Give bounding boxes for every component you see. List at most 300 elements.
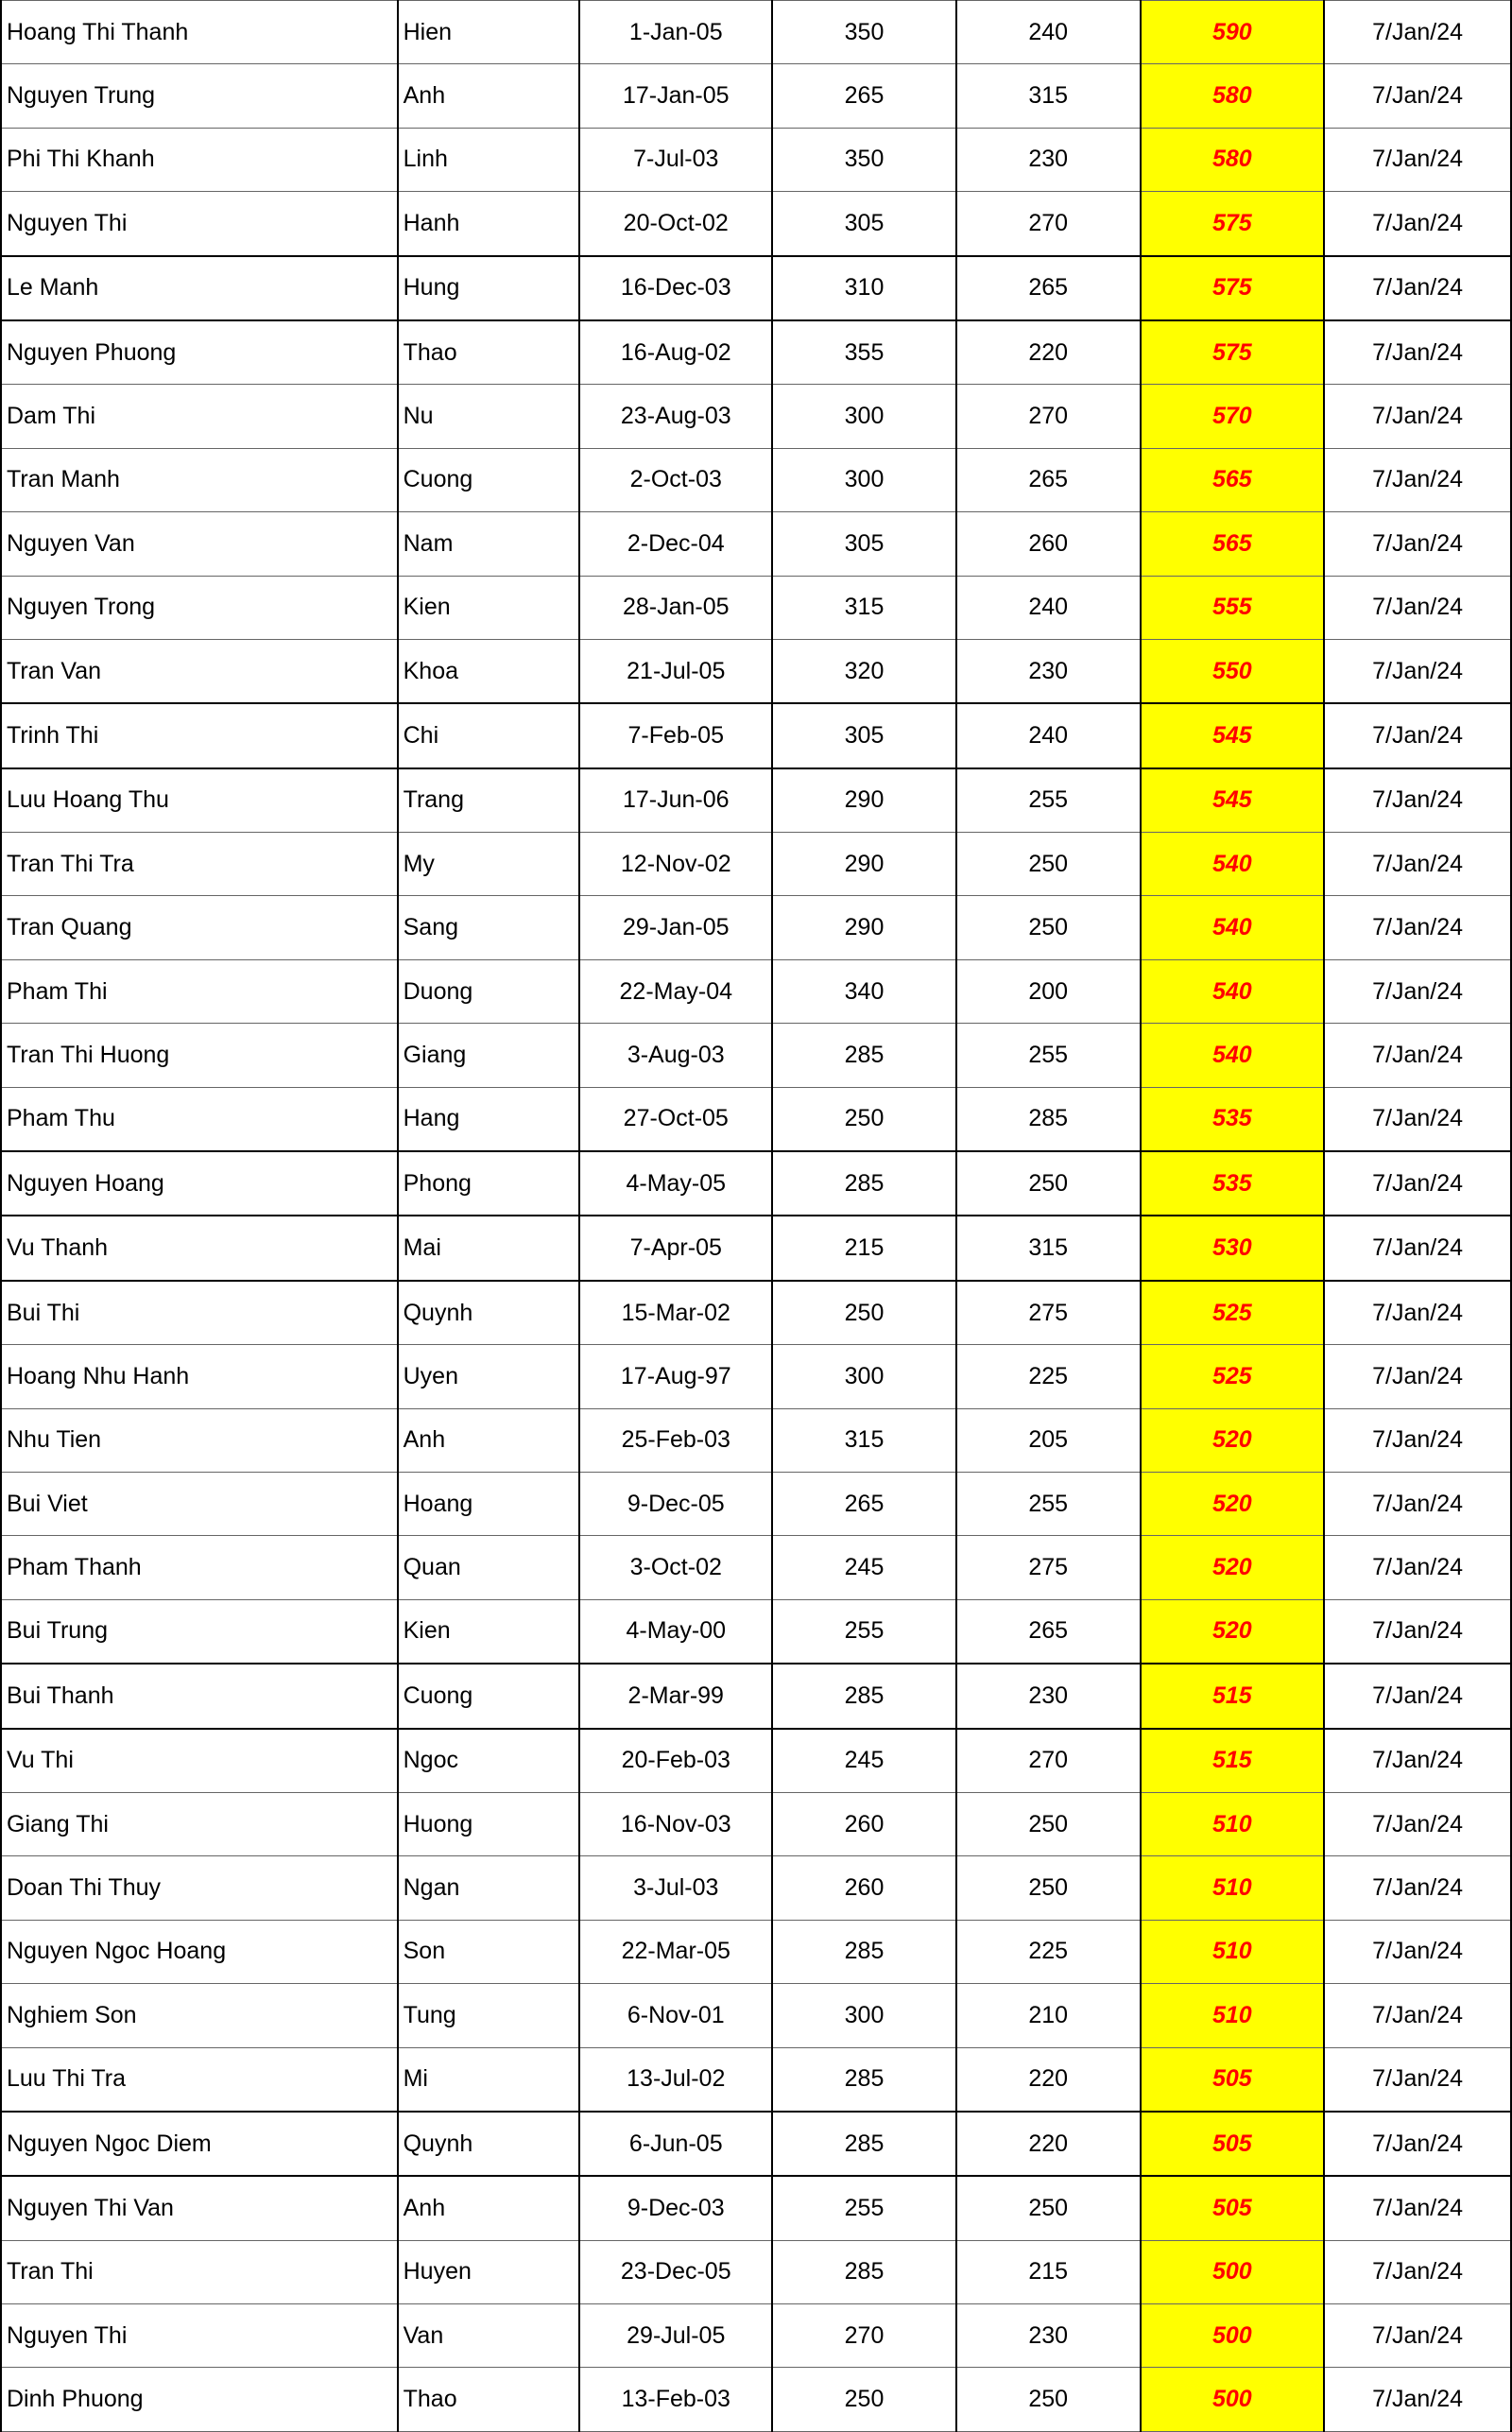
table-row: [1, 1599, 1511, 1664]
table-row: [1, 1984, 1511, 2047]
table-row: [1, 639, 1511, 703]
table-row: [1, 1151, 1511, 1216]
test-date-cell[interactable]: 7/Jan/24: [1324, 1984, 1511, 2047]
score-1-cell[interactable]: 315: [772, 1408, 956, 1472]
score-1-cell[interactable]: 300: [772, 1345, 956, 1408]
first-name-cell[interactable]: Tung: [398, 1984, 580, 2047]
table-row: [1, 192, 1511, 256]
test-date-cell[interactable]: 7/Jan/24: [1324, 1664, 1511, 1728]
birth-date-cell[interactable]: 17-Jan-05: [579, 64, 772, 128]
last-name-cell[interactable]: Nguyen Phuong: [1, 320, 398, 385]
score-2-cell[interactable]: 260: [956, 512, 1141, 576]
score-2-cell[interactable]: 225: [956, 1345, 1141, 1408]
total-score-cell[interactable]: 520: [1141, 1408, 1325, 1472]
score-2-cell[interactable]: 225: [956, 1920, 1141, 1983]
birth-date-cell[interactable]: 13-Jul-02: [579, 2047, 772, 2112]
score-2-cell[interactable]: 275: [956, 1281, 1141, 1345]
total-score-cell[interactable]: 540: [1141, 896, 1325, 959]
total-score-cell[interactable]: 580: [1141, 128, 1325, 191]
table-row: [1, 128, 1511, 191]
total-score-cell[interactable]: 535: [1141, 1151, 1325, 1216]
total-score-cell[interactable]: 590: [1141, 1, 1325, 64]
last-name-cell[interactable]: Tran Thi Tra: [1, 833, 398, 896]
test-date-cell[interactable]: 7/Jan/24: [1324, 448, 1511, 511]
score-2-cell[interactable]: 240: [956, 1, 1141, 64]
score-1-cell[interactable]: 355: [772, 320, 956, 385]
table-row: [1, 1856, 1511, 1920]
birth-date-cell[interactable]: 16-Aug-02: [579, 320, 772, 385]
total-score-cell[interactable]: 510: [1141, 1984, 1325, 2047]
test-date-cell[interactable]: 7/Jan/24: [1324, 2368, 1511, 2431]
last-name-cell[interactable]: Tran Manh: [1, 448, 398, 511]
last-name-cell[interactable]: Nguyen Trung: [1, 64, 398, 128]
first-name-cell[interactable]: Duong: [398, 959, 580, 1023]
test-date-cell[interactable]: 7/Jan/24: [1324, 2304, 1511, 2368]
score-2-cell[interactable]: 230: [956, 1664, 1141, 1728]
score-2-cell[interactable]: 200: [956, 959, 1141, 1023]
total-score-cell[interactable]: 545: [1141, 768, 1325, 833]
first-name-cell[interactable]: Thao: [398, 2368, 580, 2431]
birth-date-cell[interactable]: 2-Oct-03: [579, 448, 772, 511]
last-name-cell[interactable]: Tran Van: [1, 639, 398, 703]
table-row: [1, 1920, 1511, 1983]
test-date-cell[interactable]: 7/Jan/24: [1324, 1920, 1511, 1983]
first-name-cell[interactable]: Linh: [398, 128, 580, 191]
total-score-cell[interactable]: 505: [1141, 2047, 1325, 2112]
score-1-cell[interactable]: 255: [772, 1599, 956, 1664]
score-1-cell[interactable]: 260: [772, 1792, 956, 1855]
first-name-cell[interactable]: Ngoc: [398, 1729, 580, 1793]
score-2-cell[interactable]: 250: [956, 2176, 1141, 2240]
table-row: [1, 2368, 1511, 2431]
test-date-cell[interactable]: 7/Jan/24: [1324, 128, 1511, 191]
test-date-cell[interactable]: 7/Jan/24: [1324, 1216, 1511, 1280]
birth-date-cell[interactable]: 25-Feb-03: [579, 1408, 772, 1472]
score-1-cell[interactable]: 300: [772, 448, 956, 511]
first-name-cell[interactable]: Anh: [398, 1408, 580, 1472]
table-row: [1, 1, 1511, 64]
table-row: [1, 2304, 1511, 2368]
table-row: [1, 1664, 1511, 1728]
last-name-cell[interactable]: Hoang Nhu Hanh: [1, 1345, 398, 1408]
last-name-cell[interactable]: Vu Thi: [1, 1729, 398, 1793]
first-name-cell[interactable]: Anh: [398, 2176, 580, 2240]
last-name-cell[interactable]: Bui Viet: [1, 1472, 398, 1535]
birth-date-cell[interactable]: 3-Aug-03: [579, 1024, 772, 1087]
table-row: [1, 448, 1511, 511]
total-score-cell[interactable]: 510: [1141, 1920, 1325, 1983]
first-name-cell[interactable]: Nam: [398, 512, 580, 576]
total-score-cell[interactable]: 515: [1141, 1729, 1325, 1793]
table-row: [1, 64, 1511, 128]
birth-date-cell[interactable]: 22-Mar-05: [579, 1920, 772, 1983]
test-date-cell[interactable]: 7/Jan/24: [1324, 192, 1511, 256]
total-score-cell[interactable]: 510: [1141, 1792, 1325, 1855]
score-2-cell[interactable]: 250: [956, 833, 1141, 896]
birth-date-cell[interactable]: 28-Jan-05: [579, 576, 772, 639]
birth-date-cell[interactable]: 7-Apr-05: [579, 1216, 772, 1280]
table-row: [1, 1472, 1511, 1535]
last-name-cell[interactable]: Nguyen Thi Van: [1, 2176, 398, 2240]
birth-date-cell[interactable]: 20-Feb-03: [579, 1729, 772, 1793]
table-row: [1, 1281, 1511, 1345]
last-name-cell[interactable]: Nguyen Thi: [1, 192, 398, 256]
test-date-cell[interactable]: 7/Jan/24: [1324, 768, 1511, 833]
birth-date-cell[interactable]: 17-Jun-06: [579, 768, 772, 833]
birth-date-cell[interactable]: 27-Oct-05: [579, 1087, 772, 1151]
total-score-cell[interactable]: 550: [1141, 639, 1325, 703]
test-date-cell[interactable]: 7/Jan/24: [1324, 2240, 1511, 2303]
score-1-cell[interactable]: 260: [772, 1856, 956, 1920]
table-row: [1, 2176, 1511, 2240]
first-name-cell[interactable]: Hien: [398, 1, 580, 64]
score-1-cell[interactable]: 250: [772, 1281, 956, 1345]
last-name-cell[interactable]: Pham Thu: [1, 1087, 398, 1151]
score-2-cell[interactable]: 220: [956, 320, 1141, 385]
test-date-cell[interactable]: 7/Jan/24: [1324, 1345, 1511, 1408]
test-date-cell[interactable]: 7/Jan/24: [1324, 2176, 1511, 2240]
first-name-cell[interactable]: Quynh: [398, 2112, 580, 2176]
score-2-cell[interactable]: 240: [956, 576, 1141, 639]
table-row: [1, 1729, 1511, 1793]
total-score-cell[interactable]: 540: [1141, 1024, 1325, 1087]
last-name-cell[interactable]: Pham Thi: [1, 959, 398, 1023]
test-date-cell[interactable]: 7/Jan/24: [1324, 703, 1511, 768]
table-row: [1, 2112, 1511, 2176]
table-row: [1, 320, 1511, 385]
score-2-cell[interactable]: 270: [956, 192, 1141, 256]
total-score-cell[interactable]: 545: [1141, 703, 1325, 768]
last-name-cell[interactable]: Nguyen Thi: [1, 2304, 398, 2368]
score-2-cell[interactable]: 255: [956, 1472, 1141, 1535]
last-name-cell[interactable]: Giang Thi: [1, 1792, 398, 1855]
score-2-cell[interactable]: 250: [956, 1792, 1141, 1855]
first-name-cell[interactable]: Trang: [398, 768, 580, 833]
last-name-cell[interactable]: Tran Quang: [1, 896, 398, 959]
table-row: [1, 576, 1511, 639]
score-1-cell[interactable]: 305: [772, 512, 956, 576]
score-2-cell[interactable]: 270: [956, 385, 1141, 448]
test-date-cell[interactable]: 7/Jan/24: [1324, 256, 1511, 320]
score-1-cell[interactable]: 290: [772, 833, 956, 896]
table-row: [1, 703, 1511, 768]
score-1-cell[interactable]: 265: [772, 1472, 956, 1535]
first-name-cell[interactable]: Sang: [398, 896, 580, 959]
total-score-cell[interactable]: 505: [1141, 2176, 1325, 2240]
score-1-cell[interactable]: 265: [772, 64, 956, 128]
table-row: [1, 768, 1511, 833]
score-2-cell[interactable]: 215: [956, 2240, 1141, 2303]
test-date-cell[interactable]: 7/Jan/24: [1324, 1408, 1511, 1472]
score-1-cell[interactable]: 250: [772, 1087, 956, 1151]
score-2-cell[interactable]: 270: [956, 1729, 1141, 1793]
score-2-cell[interactable]: 265: [956, 256, 1141, 320]
birth-date-cell[interactable]: 29-Jul-05: [579, 2304, 772, 2368]
first-name-cell[interactable]: My: [398, 833, 580, 896]
birth-date-cell[interactable]: 6-Nov-01: [579, 1984, 772, 2047]
birth-date-cell[interactable]: 29-Jan-05: [579, 896, 772, 959]
score-1-cell[interactable]: 300: [772, 1984, 956, 2047]
total-score-cell[interactable]: 540: [1141, 959, 1325, 1023]
last-name-cell[interactable]: Doan Thi Thuy: [1, 1856, 398, 1920]
first-name-cell[interactable]: Anh: [398, 64, 580, 128]
score-1-cell[interactable]: 285: [772, 1151, 956, 1216]
first-name-cell[interactable]: Hang: [398, 1087, 580, 1151]
test-date-cell[interactable]: 7/Jan/24: [1324, 512, 1511, 576]
score-1-cell[interactable]: 285: [772, 2112, 956, 2176]
score-1-cell[interactable]: 350: [772, 1, 956, 64]
total-score-cell[interactable]: 575: [1141, 192, 1325, 256]
test-date-cell[interactable]: 7/Jan/24: [1324, 1281, 1511, 1345]
birth-date-cell[interactable]: 15-Mar-02: [579, 1281, 772, 1345]
score-1-cell[interactable]: 285: [772, 1664, 956, 1728]
total-score-cell[interactable]: 540: [1141, 833, 1325, 896]
total-score-cell[interactable]: 520: [1141, 1536, 1325, 1599]
total-score-cell[interactable]: 575: [1141, 256, 1325, 320]
table-row: [1, 833, 1511, 896]
first-name-cell[interactable]: Nu: [398, 385, 580, 448]
last-name-cell[interactable]: Nguyen Hoang: [1, 1151, 398, 1216]
score-1-cell[interactable]: 250: [772, 2368, 956, 2431]
birth-date-cell[interactable]: 9-Dec-05: [579, 1472, 772, 1535]
score-2-cell[interactable]: 285: [956, 1087, 1141, 1151]
test-date-cell[interactable]: 7/Jan/24: [1324, 320, 1511, 385]
birth-date-cell[interactable]: 4-May-05: [579, 1151, 772, 1216]
score-1-cell[interactable]: 300: [772, 385, 956, 448]
first-name-cell[interactable]: Ngan: [398, 1856, 580, 1920]
last-name-cell[interactable]: Nguyen Van: [1, 512, 398, 576]
first-name-cell[interactable]: Giang: [398, 1024, 580, 1087]
last-name-cell[interactable]: Luu Hoang Thu: [1, 768, 398, 833]
score-2-cell[interactable]: 230: [956, 2304, 1141, 2368]
table-row: [1, 1024, 1511, 1087]
first-name-cell[interactable]: Uyen: [398, 1345, 580, 1408]
birth-date-cell[interactable]: 4-May-00: [579, 1599, 772, 1664]
score-2-cell[interactable]: 265: [956, 448, 1141, 511]
last-name-cell[interactable]: Hoang Thi Thanh: [1, 1, 398, 64]
score-1-cell[interactable]: 285: [772, 1920, 956, 1983]
total-score-cell[interactable]: 500: [1141, 2304, 1325, 2368]
first-name-cell[interactable]: Cuong: [398, 1664, 580, 1728]
total-score-cell[interactable]: 515: [1141, 1664, 1325, 1728]
birth-date-cell[interactable]: 16-Nov-03: [579, 1792, 772, 1855]
last-name-cell[interactable]: Luu Thi Tra: [1, 2047, 398, 2112]
score-1-cell[interactable]: 305: [772, 192, 956, 256]
birth-date-cell[interactable]: 7-Jul-03: [579, 128, 772, 191]
last-name-cell[interactable]: Pham Thanh: [1, 1536, 398, 1599]
first-name-cell[interactable]: Khoa: [398, 639, 580, 703]
table-row: [1, 959, 1511, 1023]
total-score-cell[interactable]: 500: [1141, 2240, 1325, 2303]
last-name-cell[interactable]: Tran Thi Huong: [1, 1024, 398, 1087]
birth-date-cell[interactable]: 9-Dec-03: [579, 2176, 772, 2240]
table-row: [1, 2240, 1511, 2303]
last-name-cell[interactable]: Tran Thi: [1, 2240, 398, 2303]
score-2-cell[interactable]: 220: [956, 2112, 1141, 2176]
last-name-cell[interactable]: Bui Thi: [1, 1281, 398, 1345]
test-date-cell[interactable]: 7/Jan/24: [1324, 1, 1511, 64]
first-name-cell[interactable]: Hanh: [398, 192, 580, 256]
last-name-cell[interactable]: Bui Thanh: [1, 1664, 398, 1728]
test-date-cell[interactable]: 7/Jan/24: [1324, 1024, 1511, 1087]
score-2-cell[interactable]: 250: [956, 1856, 1141, 1920]
birth-date-cell[interactable]: 13-Feb-03: [579, 2368, 772, 2431]
score-2-cell[interactable]: 240: [956, 703, 1141, 768]
first-name-cell[interactable]: Quan: [398, 1536, 580, 1599]
birth-date-cell[interactable]: 16-Dec-03: [579, 256, 772, 320]
total-score-cell[interactable]: 525: [1141, 1345, 1325, 1408]
first-name-cell[interactable]: Chi: [398, 703, 580, 768]
last-name-cell[interactable]: Nguyen Trong: [1, 576, 398, 639]
score-1-cell[interactable]: 310: [772, 256, 956, 320]
total-score-cell[interactable]: 520: [1141, 1472, 1325, 1535]
score-2-cell[interactable]: 255: [956, 1024, 1141, 1087]
total-score-cell[interactable]: 565: [1141, 512, 1325, 576]
score-1-cell[interactable]: 290: [772, 896, 956, 959]
birth-date-cell[interactable]: 3-Jul-03: [579, 1856, 772, 1920]
first-name-cell[interactable]: Kien: [398, 1599, 580, 1664]
table-row: [1, 1345, 1511, 1408]
test-date-cell[interactable]: 7/Jan/24: [1324, 959, 1511, 1023]
test-date-cell[interactable]: 7/Jan/24: [1324, 1472, 1511, 1535]
score-1-cell[interactable]: 340: [772, 959, 956, 1023]
score-1-cell[interactable]: 285: [772, 1024, 956, 1087]
table-row: [1, 1792, 1511, 1855]
score-1-cell[interactable]: 305: [772, 703, 956, 768]
test-date-cell[interactable]: 7/Jan/24: [1324, 1536, 1511, 1599]
total-score-cell[interactable]: 510: [1141, 1856, 1325, 1920]
last-name-cell[interactable]: Le Manh: [1, 256, 398, 320]
first-name-cell[interactable]: Hung: [398, 256, 580, 320]
birth-date-cell[interactable]: 20-Oct-02: [579, 192, 772, 256]
table-row: [1, 1087, 1511, 1151]
first-name-cell[interactable]: Quynh: [398, 1281, 580, 1345]
last-name-cell[interactable]: Dinh Phuong: [1, 2368, 398, 2431]
birth-date-cell[interactable]: 1-Jan-05: [579, 1, 772, 64]
birth-date-cell[interactable]: 7-Feb-05: [579, 703, 772, 768]
total-score-cell[interactable]: 575: [1141, 320, 1325, 385]
score-1-cell[interactable]: 285: [772, 2047, 956, 2112]
test-date-cell[interactable]: 7/Jan/24: [1324, 1856, 1511, 1920]
total-score-cell[interactable]: 500: [1141, 2368, 1325, 2431]
table-row: [1, 512, 1511, 576]
score-2-cell[interactable]: 265: [956, 1599, 1141, 1664]
last-name-cell[interactable]: Vu Thanh: [1, 1216, 398, 1280]
score-1-cell[interactable]: 285: [772, 2240, 956, 2303]
last-name-cell[interactable]: Nguyen Ngoc Hoang: [1, 1920, 398, 1983]
total-score-cell[interactable]: 530: [1141, 1216, 1325, 1280]
last-name-cell[interactable]: Nhu Tien: [1, 1408, 398, 1472]
score-2-cell[interactable]: 220: [956, 2047, 1141, 2112]
last-name-cell[interactable]: Trinh Thi: [1, 703, 398, 768]
birth-date-cell[interactable]: 21-Jul-05: [579, 639, 772, 703]
test-date-cell[interactable]: 7/Jan/24: [1324, 1729, 1511, 1793]
first-name-cell[interactable]: Mai: [398, 1216, 580, 1280]
last-name-cell[interactable]: Bui Trung: [1, 1599, 398, 1664]
score-1-cell[interactable]: 290: [772, 768, 956, 833]
first-name-cell[interactable]: Hoang: [398, 1472, 580, 1535]
score-1-cell[interactable]: 245: [772, 1536, 956, 1599]
total-score-cell[interactable]: 555: [1141, 576, 1325, 639]
score-2-cell[interactable]: 315: [956, 64, 1141, 128]
test-date-cell[interactable]: 7/Jan/24: [1324, 896, 1511, 959]
first-name-cell[interactable]: Van: [398, 2304, 580, 2368]
last-name-cell[interactable]: Nghiem Son: [1, 1984, 398, 2047]
last-name-cell[interactable]: Nguyen Ngoc Diem: [1, 2112, 398, 2176]
test-date-cell[interactable]: 7/Jan/24: [1324, 385, 1511, 448]
total-score-cell[interactable]: 580: [1141, 64, 1325, 128]
birth-date-cell[interactable]: 23-Dec-05: [579, 2240, 772, 2303]
total-score-cell[interactable]: 565: [1141, 448, 1325, 511]
first-name-cell[interactable]: Mi: [398, 2047, 580, 2112]
test-date-cell[interactable]: 7/Jan/24: [1324, 2047, 1511, 2112]
score-2-cell[interactable]: 210: [956, 1984, 1141, 2047]
total-score-cell[interactable]: 525: [1141, 1281, 1325, 1345]
last-name-cell[interactable]: Dam Thi: [1, 385, 398, 448]
score-2-cell[interactable]: 275: [956, 1536, 1141, 1599]
birth-date-cell[interactable]: 17-Aug-97: [579, 1345, 772, 1408]
total-score-cell[interactable]: 535: [1141, 1087, 1325, 1151]
test-date-cell[interactable]: 7/Jan/24: [1324, 1599, 1511, 1664]
score-1-cell[interactable]: 270: [772, 2304, 956, 2368]
first-name-cell[interactable]: Kien: [398, 576, 580, 639]
first-name-cell[interactable]: Phong: [398, 1151, 580, 1216]
last-name-cell[interactable]: Phi Thi Khanh: [1, 128, 398, 191]
birth-date-cell[interactable]: 6-Jun-05: [579, 2112, 772, 2176]
first-name-cell[interactable]: Huyen: [398, 2240, 580, 2303]
score-1-cell[interactable]: 255: [772, 2176, 956, 2240]
score-1-cell[interactable]: 350: [772, 128, 956, 191]
total-score-cell[interactable]: 505: [1141, 2112, 1325, 2176]
table-row: [1, 256, 1511, 320]
score-2-cell[interactable]: 315: [956, 1216, 1141, 1280]
table-row: [1, 896, 1511, 959]
score-2-cell[interactable]: 250: [956, 1151, 1141, 1216]
birth-date-cell[interactable]: 22-May-04: [579, 959, 772, 1023]
birth-date-cell[interactable]: 2-Dec-04: [579, 512, 772, 576]
test-date-cell[interactable]: 7/Jan/24: [1324, 1087, 1511, 1151]
score-2-cell[interactable]: 255: [956, 768, 1141, 833]
score-2-cell[interactable]: 230: [956, 639, 1141, 703]
test-date-cell[interactable]: 7/Jan/24: [1324, 64, 1511, 128]
test-date-cell[interactable]: 7/Jan/24: [1324, 1792, 1511, 1855]
score-1-cell[interactable]: 315: [772, 576, 956, 639]
score-2-cell[interactable]: 250: [956, 896, 1141, 959]
score-2-cell[interactable]: 205: [956, 1408, 1141, 1472]
birth-date-cell[interactable]: 12-Nov-02: [579, 833, 772, 896]
test-date-cell[interactable]: 7/Jan/24: [1324, 639, 1511, 703]
birth-date-cell[interactable]: 2-Mar-99: [579, 1664, 772, 1728]
test-date-cell[interactable]: 7/Jan/24: [1324, 2112, 1511, 2176]
score-1-cell[interactable]: 215: [772, 1216, 956, 1280]
score-1-cell[interactable]: 245: [772, 1729, 956, 1793]
score-2-cell[interactable]: 230: [956, 128, 1141, 191]
test-date-cell[interactable]: 7/Jan/24: [1324, 576, 1511, 639]
total-score-cell[interactable]: 520: [1141, 1599, 1325, 1664]
first-name-cell[interactable]: Thao: [398, 320, 580, 385]
test-date-cell[interactable]: 7/Jan/24: [1324, 1151, 1511, 1216]
first-name-cell[interactable]: Huong: [398, 1792, 580, 1855]
test-date-cell[interactable]: 7/Jan/24: [1324, 833, 1511, 896]
birth-date-cell[interactable]: 23-Aug-03: [579, 385, 772, 448]
table-row: [1, 1216, 1511, 1280]
score-2-cell[interactable]: 250: [956, 2368, 1141, 2431]
total-score-cell[interactable]: 570: [1141, 385, 1325, 448]
birth-date-cell[interactable]: 3-Oct-02: [579, 1536, 772, 1599]
first-name-cell[interactable]: Son: [398, 1920, 580, 1983]
score-1-cell[interactable]: 320: [772, 639, 956, 703]
first-name-cell[interactable]: Cuong: [398, 448, 580, 511]
